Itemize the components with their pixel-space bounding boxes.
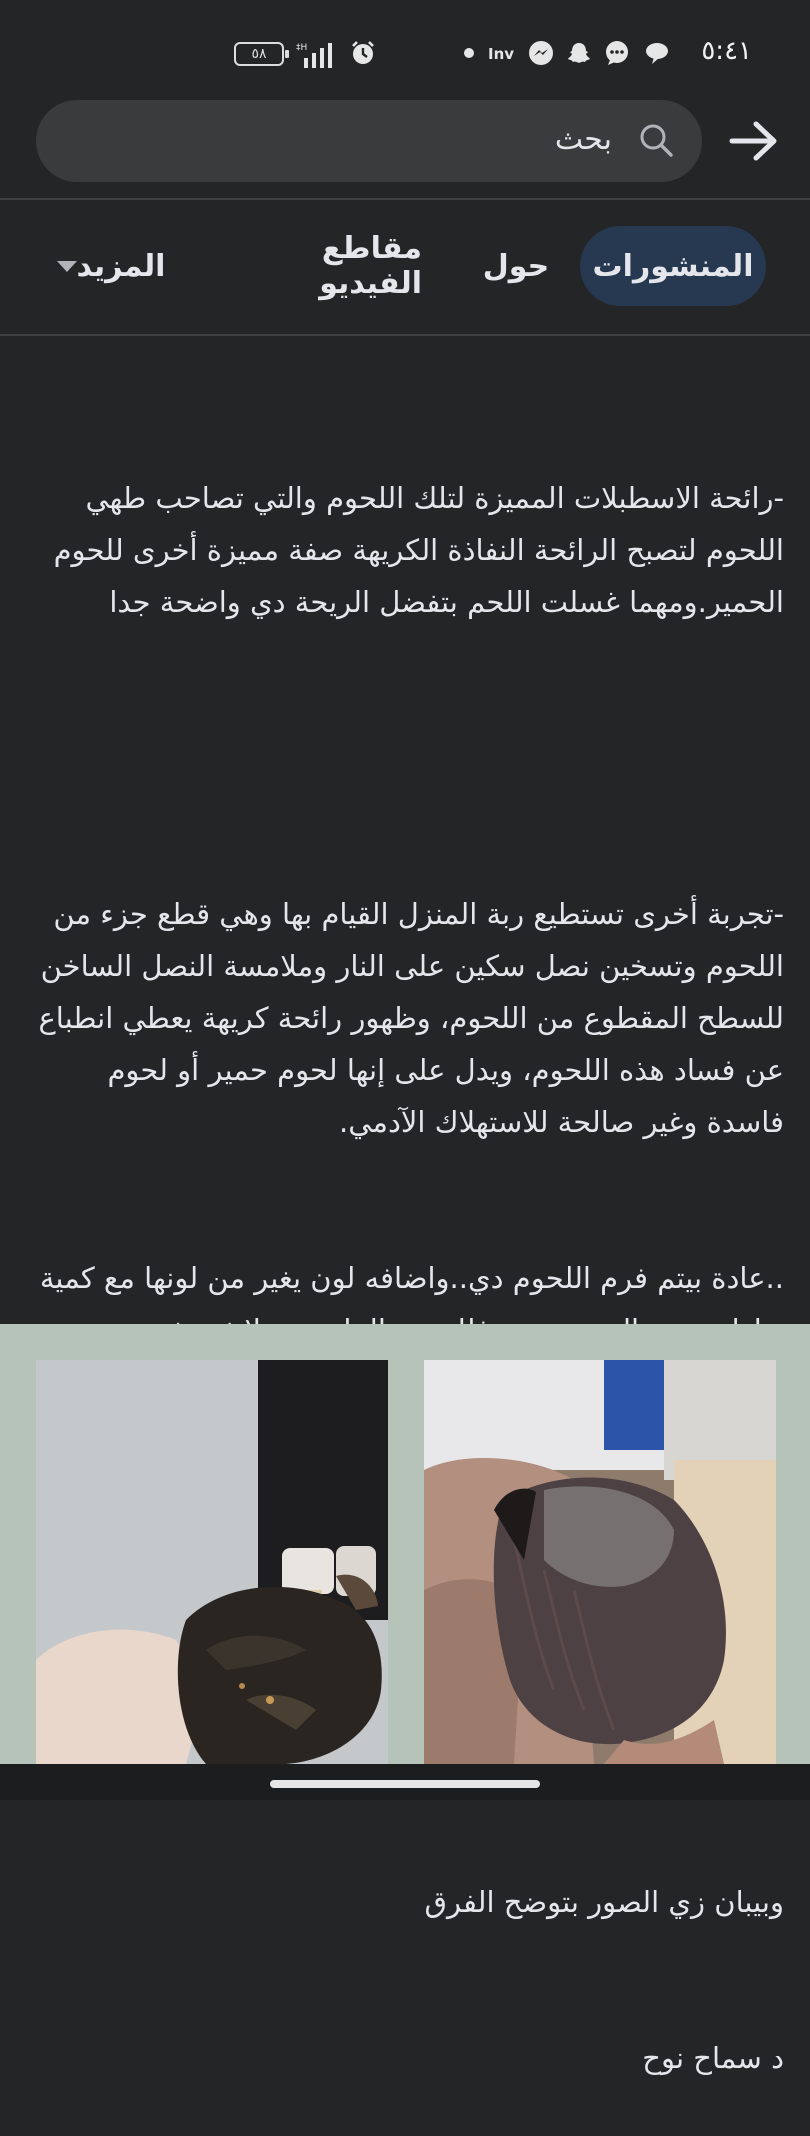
snapchat-icon [566, 40, 592, 66]
inv-app-icon [488, 42, 518, 64]
tab-about[interactable]: حول [482, 248, 550, 284]
svg-text:Inv: Inv [488, 45, 515, 63]
dot-icon [462, 46, 476, 60]
tab-more[interactable] [36, 226, 166, 306]
search-input[interactable] [36, 100, 702, 182]
search-placeholder: بحث [554, 122, 612, 157]
arrow-right-icon[interactable] [728, 120, 780, 162]
search-header [0, 100, 810, 198]
post-paragraph: ..عادة بيتم فرم اللحوم دي..واضافه لون يغير من لونها مع كمية [39, 1261, 784, 1295]
tab-more-label: المزيد [76, 248, 166, 284]
status-bar [0, 0, 810, 100]
tab-posts[interactable]: المنشورات [580, 226, 766, 306]
home-indicator[interactable] [270, 1780, 540, 1788]
photo-left-image [36, 1360, 388, 1764]
meat-photo-right[interactable] [424, 1360, 776, 1764]
alarm-icon [350, 40, 376, 66]
speech-icon [644, 40, 670, 66]
svg-text:‡H: ‡H [296, 43, 308, 53]
clock-time: ٥:٤١ [701, 36, 752, 66]
signal-icon [296, 40, 338, 68]
meat-photo-left[interactable] [36, 1360, 388, 1764]
search-icon [636, 120, 676, 160]
post-paragraph: -تجربة أخرى تستطيع ربة المنزل القيام بها وهي قطع جزء من اللحوم وتسخين نصل سكين على النار وملامسة النصل الساخن للسطح المقطوع من اللحوم، وظهور رائحة كريهة يعطي انطباع عن فساد هذه اللحوم، ويدل على إنها لحوم حمير أو لحوم فاسدة وغير صالحة للاستهلاك الآدمي. [29, 897, 784, 1139]
messenger-icon [528, 40, 554, 66]
chat-bubble-icon [604, 40, 630, 66]
profile-tabs [0, 200, 810, 334]
post-signature: د سماح نوح [642, 2041, 784, 2075]
post-paragraph-blank [36, 732, 784, 784]
system-nav-bar [0, 1764, 810, 1800]
post-paragraph: وبيبان زي الصور بتوضح الفرق [424, 1885, 784, 1919]
post-photos [0, 1324, 810, 1764]
tabs-divider [0, 334, 810, 336]
battery-icon: ٥٨ [234, 42, 284, 66]
photo-right-image [424, 1360, 776, 1764]
caret-down-icon [57, 261, 77, 272]
post-text [29, 368, 784, 2136]
tab-videos[interactable]: مقاطع الفيديو [319, 231, 422, 301]
post-paragraph: -رائحة الاسطبلات المميزة لتلك اللحوم والتي تصاحب طهي اللحوم لتصبح الرائحة النفاذة الكريهة صفة مميزة أخرى للحوم الحمير.ومهما غسلت اللحم بتفضل الريحة دي واضحة جدا [44, 481, 784, 619]
